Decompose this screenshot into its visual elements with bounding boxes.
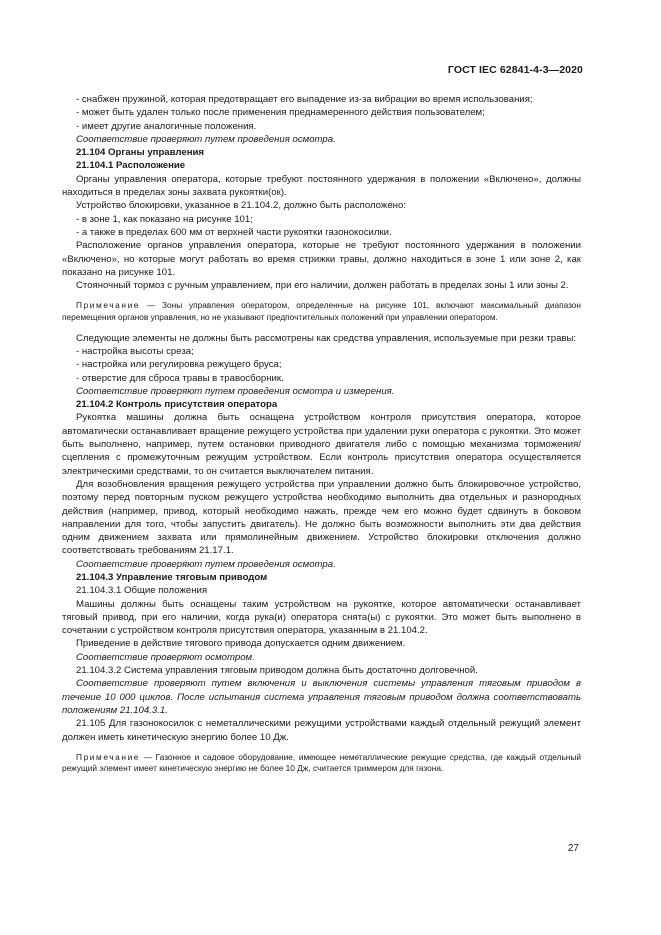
note-label: Примечание — [76, 300, 141, 311]
body-paragraph: - имеет другие аналогичные положения. — [76, 120, 257, 132]
body-paragraph: 21.105 Для газонокосилок с неметаллическими режущими устройствами каждый отдельный режущий элемент должен иметь кинетическую энергию более 10 Дж. — [62, 718, 581, 743]
body-paragraph: Соответствие проверяют путем проведения осмотра. — [76, 558, 336, 570]
body-paragraph: 21.104.3.2 Система управления тяговым приводом должна быть достаточно долговечной. — [76, 665, 478, 677]
body-paragraph: Устройство блокировки, указанное в 21.104.2, должно быть расположено: — [76, 200, 406, 212]
note-text: — Газонное и садовое оборудование, имеющее неметаллические режущие средства, где каждый отдельный режущий элемент имеет кинетическую энергию не более 10 Дж, считается триммером для газона. — [62, 751, 581, 774]
body-paragraph: Органы управления оператора, которые требуют постоянного удержания в положении «Включено», должны находиться в пределах зоны захвата рукоятки(ок). — [62, 173, 581, 199]
body-paragraph: Машины должны быть оснащены таким устройством на рукоятке, которое автоматически останавливает тяговый привод, при его наличии, когда рука(и) оператора снята(ы) с рукоятки. Это может быть выполнено в сочетании с устройством контроля присутствия оператора, указанным в 21.104.2. — [62, 598, 581, 637]
note-label: Примечание — [76, 751, 141, 762]
body-paragraph: Расположение органов управления оператора, которые не требуют постоянного удержания в положении «Включено», но которые могут работать во время стрижки травы, должно находиться в зоне 1 или зоне 2, как показано на рисунке 101. — [62, 240, 581, 278]
section-heading: 21.104.1 Расположение — [76, 160, 186, 172]
body-paragraph: Приведение в действие тягового привода допускается одним движением. — [76, 638, 406, 650]
body-paragraph: Соответствие проверяют осмотром. — [76, 651, 255, 663]
document-header: ГОСТ IEC 62841-4-3—2020 — [447, 64, 583, 76]
section-heading: 21.104.3 Управление тяговым приводом — [76, 571, 268, 583]
body-paragraph: - отверстие для сброса травы в травосборник. — [76, 372, 284, 384]
body-paragraph: - настройка или регулировка режущего бруса; — [76, 359, 282, 371]
note-paragraph — [62, 752, 581, 775]
body-paragraph: Соответствие проверяют путем проведения осмотра и измерения. — [76, 385, 395, 397]
body-paragraph: Рукоятка машины должна быть оснащена устройством контроля присутствия оператора, которое автоматически останавливает вращение режущего устройства при удалении руки оператора с рукоятки. Это может быть выполнено, например, путем остановки приводного двигателя либо с помощью механизма торможения/сцепления с промежуточным режущим устройством. Если контроль присутствия оператора осуществляется электрическими средствами, то он считается выключателем питания. — [62, 412, 581, 477]
body-paragraph: - в зоне 1, как показано на рисунке 101; — [76, 213, 253, 225]
page-number: 27 — [567, 843, 579, 854]
body-paragraph: Следующие элементы не должны быть рассмотрены как средства управления, используемые при резки травы: — [76, 332, 577, 344]
document-body — [62, 93, 581, 783]
note-paragraph — [62, 300, 581, 323]
note-text: — Зоны управления оператором, определенные на рисунке 101, включают максимальный диапазон перемещения органов управления, но не указывают предпочтительных положений при управлении оператором. — [62, 300, 581, 323]
body-paragraph: Соответствие проверяют путем проведения осмотра. — [76, 133, 336, 145]
body-paragraph: Соответствие проверяют путем включения и выключения системы управления тяговым приводом в течение 10 000 циклов. После испытания система управления тяговым приводом должна соответствовать положениям 21.104.3.1. — [62, 678, 581, 716]
body-paragraph: - настройка высоты среза; — [76, 345, 194, 357]
body-paragraph: - снабжен пружиной, которая предотвращает его выпадение из-за вибрации во время использования; — [76, 94, 533, 105]
body-paragraph: - а также в пределах 600 мм от верхней части рукоятки газонокосилки. — [76, 226, 392, 238]
section-heading: 21.104 Органы управления — [76, 147, 205, 159]
body-paragraph: Для возобновления вращения режущего устройства при управлении должно быть блокировочное устройство, поэтому перед повторным пуском режущего устройства необходимо выполнить два отдельных и разнородных действия (например, привод, который необходимо нажать, прежде чем его можно будет сдвинуть в боковом направлении для того, чтобы запустить двигатель). Не должно быть возможности выполнить эти два действия одним движением захвата или прямолинейным движением. Устройство блокировки отключения должно соответствовать требованиям 21.17.1. — [62, 478, 581, 557]
body-paragraph: - может быть удален только после применения преднамеренного действия пользователем; — [76, 107, 485, 119]
body-paragraph: 21.104.3.1 Общие положения — [76, 585, 208, 597]
body-paragraph: Стояночный тормоз с ручным управлением, при его наличии, должен работать в пределах зоны 1 или зоны 2. — [76, 280, 569, 292]
section-heading: 21.104.2 Контроль присутствия оператора — [76, 399, 278, 411]
